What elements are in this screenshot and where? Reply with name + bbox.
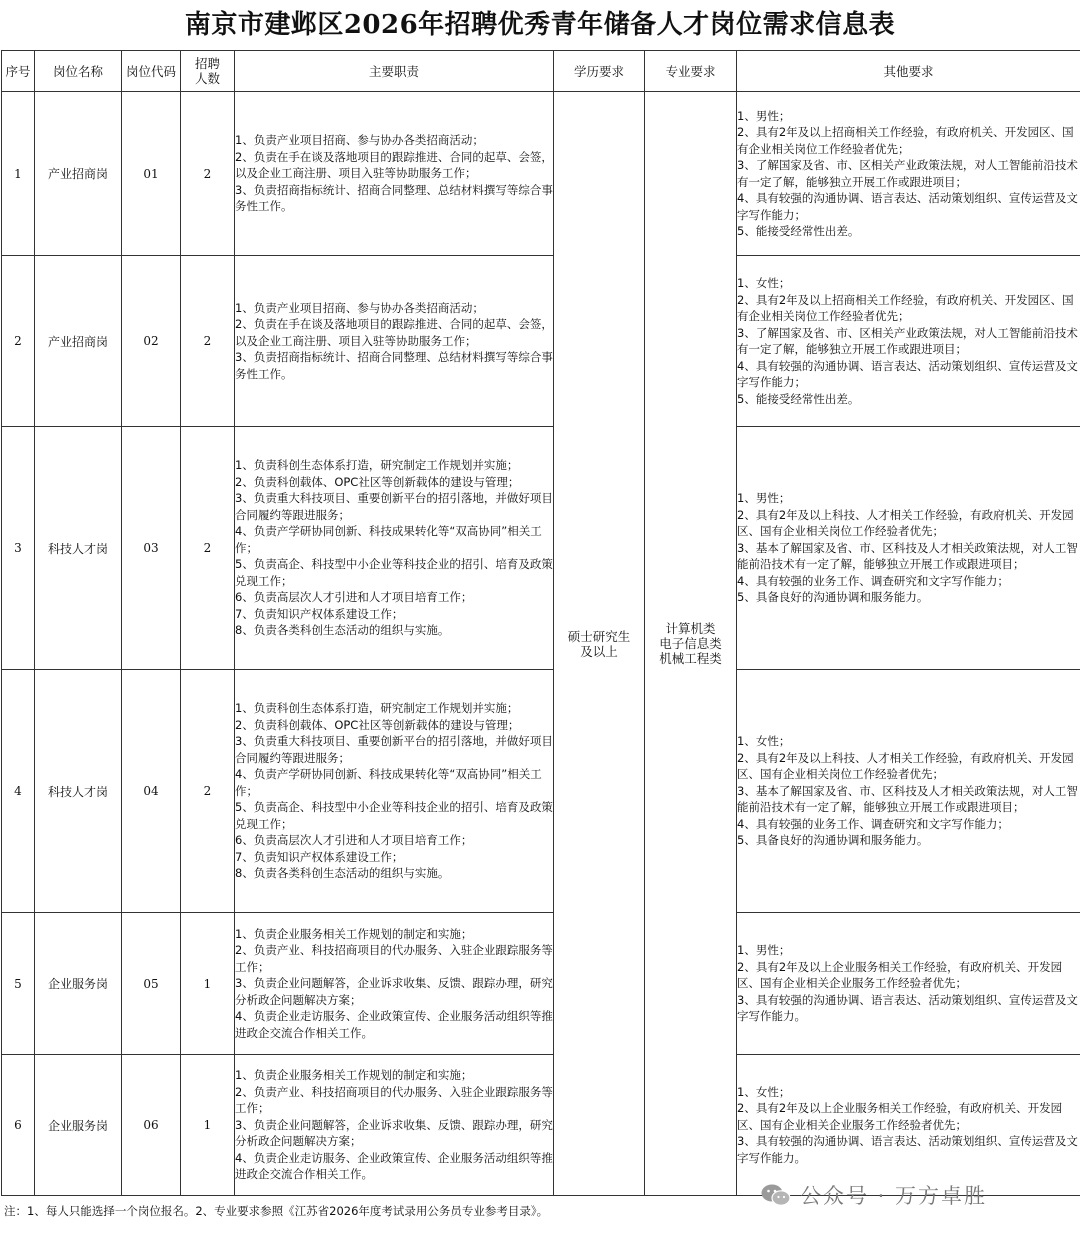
duty-line: 6、负责高层次人才引进和人才项目培育工作； (235, 833, 473, 848)
duty-line: 7、负责知识产权体系建设工作； (235, 849, 404, 864)
duty-line: 4、负责产学研协同创新、科技成果转化等“双高协同”相关工作； (235, 524, 542, 555)
cell-headcount: 1 (181, 913, 235, 1055)
cell-seq: 1 (2, 92, 35, 256)
duty-line: 2、负责在手在谈及落地项目的跟踪推进、合同的起草、会签，以及企业工商注册、项目入驻等协助服务工作； (235, 317, 553, 348)
duty-line: 5、负责高企、科技型中小企业等科技企业的招引、培育及政策兑现工作； (235, 800, 553, 831)
major-line: 计算机类 (665, 621, 716, 636)
requirement-line: 2、具有2年及以上企业服务相关工作经验，有政府机关、开发园区、国有企业相关企业服务工作经验者优先； (737, 959, 1063, 991)
cell-other-requirements (737, 256, 1080, 427)
header-major: 专业要求 (645, 51, 737, 92)
duty-line: 2、负责产业、科技招商项目的代办服务、入驻企业跟踪服务等工作； (235, 1084, 553, 1116)
table-row (2, 1055, 1080, 1196)
duty-line: 8、负责各类科创生态活动的组织与实施。 (235, 623, 450, 638)
cell-headcount: 1 (181, 1055, 235, 1196)
header-other-requirements: 其他要求 (737, 51, 1080, 92)
wechat-icon (760, 1182, 792, 1208)
cell-other-requirements (737, 1055, 1080, 1196)
requirement-line: 2、具有2年及以上科技、人才相关工作经验，有政府机关、开发园区、国有企业相关岗位工作经验者优先； (737, 750, 1074, 782)
requirement-line: 3、基本了解国家及省、市、区科技及人才相关政策法规，对人工智能前沿技术有一定了解，能够独立开展工作或跟进项目； (737, 540, 1078, 572)
duty-line: 3、负责企业问题解答，企业诉求收集、反馈、跟踪办理，研究分析政企问题解决方案； (235, 1117, 553, 1149)
duty-line: 1、负责产业项目招商、参与协办各类招商活动； (235, 133, 484, 148)
header-duties: 主要职责 (235, 51, 554, 92)
header-job-code: 岗位代码 (122, 51, 181, 92)
requirement-line: 5、具备良好的沟通协调和服务能力。 (737, 833, 929, 848)
cell-seq: 6 (2, 1055, 35, 1196)
cell-education-requirement (554, 92, 645, 1196)
duty-line: 1、负责企业服务相关工作规划的制定和实施； (235, 926, 473, 941)
requirement-line: 4、具有较强的沟通协调、语言表达、活动策划组织、宣传运营及文字写作能力； (737, 358, 1078, 389)
cell-job-name: 企业服务岗 (35, 913, 122, 1055)
requirement-line: 3、了解国家及省、市、区相关产业政策法规，对人工智能前沿技术有一定了解，能够独立开展工作或跟进项目； (737, 325, 1078, 356)
requirement-line: 1、男性； (737, 491, 791, 506)
requirement-line: 5、能接受经常性出差。 (737, 224, 860, 238)
cell-other-requirements (737, 427, 1080, 670)
requirement-line: 2、具有2年及以上企业服务相关工作经验，有政府机关、开发园区、国有企业相关企业服务工作经验者优先； (737, 1101, 1063, 1132)
cell-other-requirements (737, 670, 1080, 913)
major-line: 电子信息类 (659, 636, 722, 651)
header-headcount (181, 51, 235, 92)
footnote: 注：1、每人只能选择一个岗位报名。2、专业要求参照《江苏省2026年度考试录用公务员专业参考目录》。 (4, 1204, 549, 1218)
header-seq: 序号 (2, 51, 35, 92)
cell-headcount: 2 (181, 256, 235, 427)
duty-line: 7、负责知识产权体系建设工作； (235, 606, 404, 621)
cell-job-name: 企业服务岗 (35, 1055, 122, 1196)
requirement-line: 3、了解国家及省、市、区相关产业政策法规，对人工智能前沿技术有一定了解，能够独立开展工作或跟进项目； (737, 158, 1078, 189)
requirement-line: 2、具有2年及以上招商相关工作经验，有政府机关、开发园区、国有企业相关岗位工作经验者优先； (737, 125, 1074, 156)
cell-seq: 4 (2, 670, 35, 913)
cell-seq: 3 (2, 427, 35, 670)
duty-line: 3、负责重大科技项目、重要创新平台的招引落地，并做好项目合同履约等跟进服务； (235, 491, 553, 522)
duty-line: 4、负责企业走访服务、企业政策宣传、企业服务活动组织等推进政企交流合作相关工作。 (235, 1150, 553, 1182)
page-title: 南京市建邺区2026年招聘优秀青年储备人才岗位需求信息表 (184, 10, 896, 40)
cell-job-name: 科技人才岗 (35, 427, 122, 670)
requirement-line: 5、能接受经常性出差。 (737, 391, 860, 406)
requirement-line: 1、女性； (737, 1084, 791, 1099)
duty-line: 1、负责科创生态体系打造，研究制定工作规划并实施； (235, 458, 519, 473)
header-headcount-line2: 人数 (194, 71, 220, 86)
header-education: 学历要求 (554, 51, 645, 92)
cell-headcount: 2 (181, 427, 235, 670)
duty-line: 3、负责招商指标统计、招商合同整理、总结材料撰写等综合事务性工作。 (235, 182, 553, 214)
requirement-line: 1、男性； (737, 108, 791, 123)
cell-duties (235, 913, 554, 1055)
cell-other-requirements (737, 92, 1080, 256)
requirement-line: 3、具有较强的沟通协调、语言表达、活动策划组织、宣传运营及文字写作能力。 (737, 1134, 1078, 1165)
cell-job-name: 产业招商岗 (35, 92, 122, 256)
education-line: 及以上 (580, 643, 618, 659)
table-row (2, 256, 1080, 427)
cell-seq: 5 (2, 913, 35, 1055)
cell-duties (235, 427, 554, 670)
requirement-line: 4、具有较强的业务工作、调查研究和文字写作能力； (737, 816, 1009, 831)
duty-line: 1、负责产业项目招商、参与协办各类招商活动； (235, 300, 484, 315)
duty-line: 3、负责重大科技项目、重要创新平台的招引落地，并做好项目合同履约等跟进服务； (235, 734, 553, 765)
cell-duties (235, 1055, 554, 1196)
duty-line: 2、负责科创载体、OPC社区等创新载体的建设与管理； (235, 474, 520, 489)
education-line: 硕士研究生 (567, 628, 631, 644)
major-line: 机械工程类 (659, 651, 722, 666)
duty-line: 4、负责产学研协同创新、科技成果转化等“双高协同”相关工作； (235, 767, 542, 798)
duty-line: 3、负责企业问题解答，企业诉求收集、反馈、跟踪办理，研究分析政企问题解决方案； (235, 976, 553, 1007)
table-row (2, 427, 1080, 670)
requirement-line: 3、具有较强的沟通协调、语言表达、活动策划组织、宣传运营及文字写作能力。 (737, 992, 1078, 1024)
duty-line: 2、负责科创载体、OPC社区等创新载体的建设与管理； (235, 717, 520, 732)
cell-duties (235, 92, 554, 256)
table-row (2, 913, 1080, 1055)
duty-line: 1、负责科创生态体系打造，研究制定工作规划并实施； (235, 701, 519, 716)
duty-line: 5、负责高企、科技型中小企业等科技企业的招引、培育及政策兑现工作； (235, 557, 553, 588)
cell-job-code: 01 (122, 92, 181, 256)
cell-seq: 2 (2, 256, 35, 427)
requirement-line: 1、女性； (737, 276, 791, 290)
requirement-line: 1、女性； (737, 734, 791, 749)
table-header-row (2, 51, 1080, 92)
requirement-line: 4、具有较强的业务工作、调查研究和文字写作能力； (737, 573, 1009, 588)
duty-line: 8、负责各类科创生态活动的组织与实施。 (235, 866, 450, 881)
cell-job-code: 02 (122, 256, 181, 427)
cell-headcount: 2 (181, 92, 235, 256)
table-row (2, 670, 1080, 913)
cell-job-name: 科技人才岗 (35, 670, 122, 913)
header-job-name: 岗位名称 (35, 51, 122, 92)
duty-line: 2、负责产业、科技招商项目的代办服务、入驻企业跟踪服务等工作； (235, 943, 553, 974)
requirement-line: 4、具有较强的沟通协调、语言表达、活动策划组织、宣传运营及文字写作能力； (737, 191, 1078, 222)
watermark (760, 1180, 987, 1210)
duty-line: 6、负责高层次人才引进和人才项目培育工作； (235, 590, 473, 605)
job-requirements-table (1, 50, 1080, 1196)
cell-duties (235, 256, 554, 427)
cell-major-requirement (645, 92, 737, 1196)
cell-duties (235, 670, 554, 913)
cell-job-code: 04 (122, 670, 181, 913)
cell-job-name: 产业招商岗 (35, 256, 122, 427)
duty-line: 3、负责招商指标统计、招商合同整理、总结材料撰写等综合事务性工作。 (235, 350, 553, 381)
cell-job-code: 03 (122, 427, 181, 670)
duty-line: 2、负责在手在谈及落地项目的跟踪推进、合同的起草、会签，以及企业工商注册、项目入驻等协助服务工作； (235, 149, 553, 181)
requirement-line: 1、男性； (737, 943, 791, 958)
cell-headcount: 2 (181, 670, 235, 913)
requirement-line: 5、具备良好的沟通协调和服务能力。 (737, 590, 929, 605)
duty-line: 1、负责企业服务相关工作规划的制定和实施； (235, 1068, 473, 1083)
requirement-line: 2、具有2年及以上科技、人才相关工作经验，有政府机关、开发园区、国有企业相关岗位工作经验者优先； (737, 507, 1074, 539)
requirement-line: 3、基本了解国家及省、市、区科技及人才相关政策法规，对人工智能前沿技术有一定了解，能够独立开展工作或跟进项目； (737, 783, 1078, 815)
requirement-line: 2、具有2年及以上招商相关工作经验，有政府机关、开发园区、国有企业相关岗位工作经验者优先； (737, 292, 1074, 323)
duty-line: 4、负责企业走访服务、企业政策宣传、企业服务活动组织等推进政企交流合作相关工作。 (235, 1009, 553, 1040)
cell-job-code: 05 (122, 913, 181, 1055)
header-headcount-line1: 招聘 (194, 56, 220, 71)
cell-job-code: 06 (122, 1055, 181, 1196)
watermark-text: 公众号 · 万方卓胜 (800, 1184, 988, 1208)
cell-other-requirements (737, 913, 1080, 1055)
table-row (2, 92, 1080, 256)
